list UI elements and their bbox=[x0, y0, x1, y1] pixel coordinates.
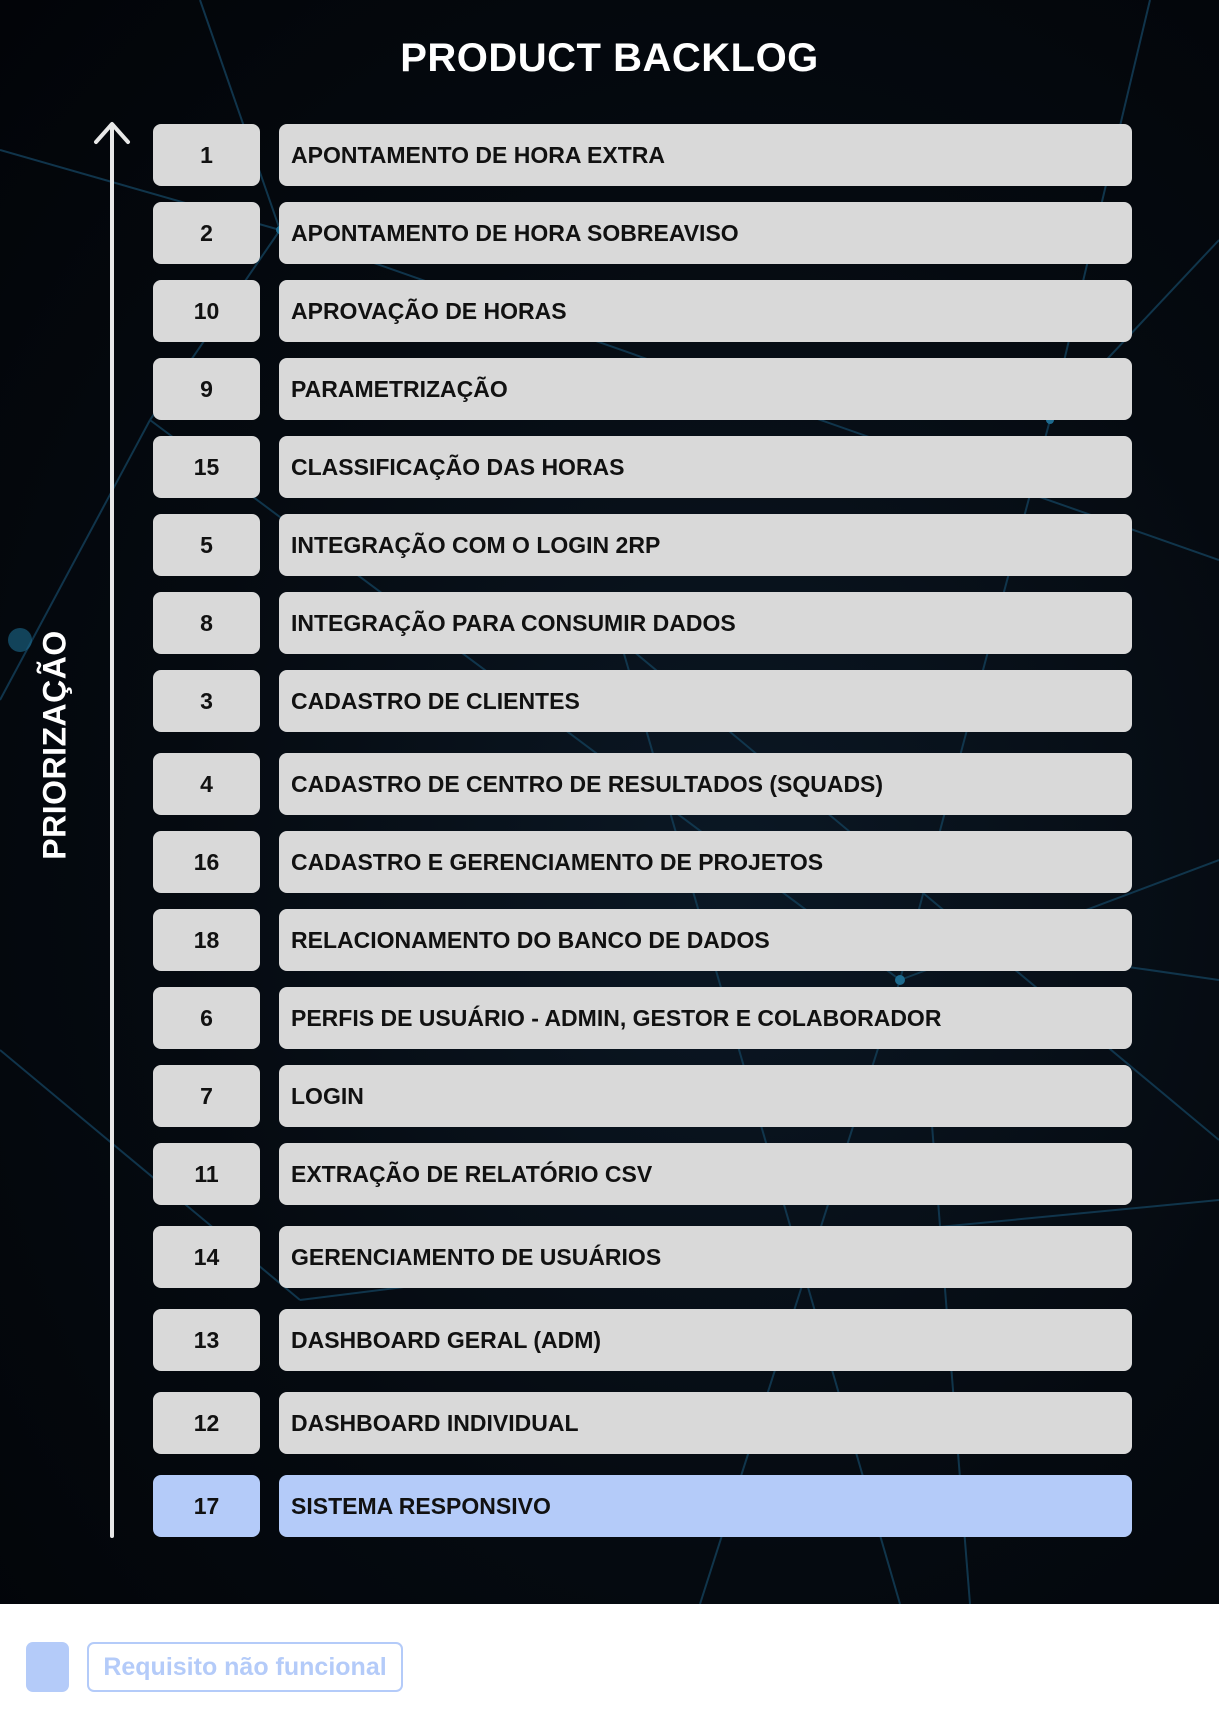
backlog-row bbox=[0, 202, 1219, 264]
backlog-item-label: LOGIN bbox=[279, 1065, 1132, 1127]
backlog-item-label: APONTAMENTO DE HORA SOBREAVISO bbox=[279, 202, 1132, 264]
legend-label: Requisito não funcional bbox=[87, 1642, 403, 1692]
backlog-item-number: 14 bbox=[153, 1226, 260, 1288]
backlog-row bbox=[0, 987, 1219, 1049]
backlog-item-label: INTEGRAÇÃO COM O LOGIN 2RP bbox=[279, 514, 1132, 576]
backlog-item-number: 7 bbox=[153, 1065, 260, 1127]
backlog-item-label: DASHBOARD GERAL (ADM) bbox=[279, 1309, 1132, 1371]
backlog-item-number: 4 bbox=[153, 753, 260, 815]
backlog-item-number: 8 bbox=[153, 592, 260, 654]
backlog-item-number: 1 bbox=[153, 124, 260, 186]
backlog-item-number: 9 bbox=[153, 358, 260, 420]
backlog-item-number: 6 bbox=[153, 987, 260, 1049]
backlog-item-label: APONTAMENTO DE HORA EXTRA bbox=[279, 124, 1132, 186]
backlog-row bbox=[0, 124, 1219, 186]
backlog-item-label: APROVAÇÃO DE HORAS bbox=[279, 280, 1132, 342]
backlog-row bbox=[0, 753, 1219, 815]
backlog-item-label: RELACIONAMENTO DO BANCO DE DADOS bbox=[279, 909, 1132, 971]
backlog-item-label: EXTRAÇÃO DE RELATÓRIO CSV bbox=[279, 1143, 1132, 1205]
backlog-row bbox=[0, 436, 1219, 498]
backlog-item-label: CLASSIFICAÇÃO DAS HORAS bbox=[279, 436, 1132, 498]
backlog-row bbox=[0, 1309, 1219, 1371]
backlog-row bbox=[0, 909, 1219, 971]
backlog-row bbox=[0, 514, 1219, 576]
backlog-row bbox=[0, 1065, 1219, 1127]
backlog-item-number: 18 bbox=[153, 909, 260, 971]
backlog-item-number: 16 bbox=[153, 831, 260, 893]
backlog-item-number: 5 bbox=[153, 514, 260, 576]
page-title: PRODUCT BACKLOG bbox=[400, 36, 819, 80]
backlog-item-label: DASHBOARD INDIVIDUAL bbox=[279, 1392, 1132, 1454]
backlog-row bbox=[0, 670, 1219, 732]
backlog-item-label: CADASTRO DE CENTRO DE RESULTADOS (SQUADS) bbox=[279, 753, 1132, 815]
backlog-row bbox=[0, 592, 1219, 654]
backlog-item-number: 10 bbox=[153, 280, 260, 342]
backlog-row-nonfunctional bbox=[0, 1475, 1219, 1537]
backlog-item-label: CADASTRO DE CLIENTES bbox=[279, 670, 1132, 732]
backlog-item-number: 11 bbox=[153, 1143, 260, 1205]
backlog-item-label: PARAMETRIZAÇÃO bbox=[279, 358, 1132, 420]
backlog-item-label: PERFIS DE USUÁRIO - ADMIN, GESTOR E COLABORADOR bbox=[279, 987, 1132, 1049]
legend-swatch bbox=[26, 1642, 69, 1692]
backlog-item-number: 12 bbox=[153, 1392, 260, 1454]
backlog-row bbox=[0, 1143, 1219, 1205]
backlog-item-label: SISTEMA RESPONSIVO bbox=[279, 1475, 1132, 1537]
backlog-item-number: 15 bbox=[153, 436, 260, 498]
backlog-row bbox=[0, 1226, 1219, 1288]
backlog-item-number: 17 bbox=[153, 1475, 260, 1537]
backlog-row bbox=[0, 280, 1219, 342]
backlog-row bbox=[0, 358, 1219, 420]
backlog-item-number: 13 bbox=[153, 1309, 260, 1371]
backlog-item-number: 3 bbox=[153, 670, 260, 732]
backlog-item-label: CADASTRO E GERENCIAMENTO DE PROJETOS bbox=[279, 831, 1132, 893]
axis-label: PRIORIZAÇÃO bbox=[36, 630, 73, 860]
backlog-row bbox=[0, 1392, 1219, 1454]
backlog-row bbox=[0, 831, 1219, 893]
backlog-item-label: GERENCIAMENTO DE USUÁRIOS bbox=[279, 1226, 1132, 1288]
backlog-item-label: INTEGRAÇÃO PARA CONSUMIR DADOS bbox=[279, 592, 1132, 654]
backlog-item-number: 2 bbox=[153, 202, 260, 264]
